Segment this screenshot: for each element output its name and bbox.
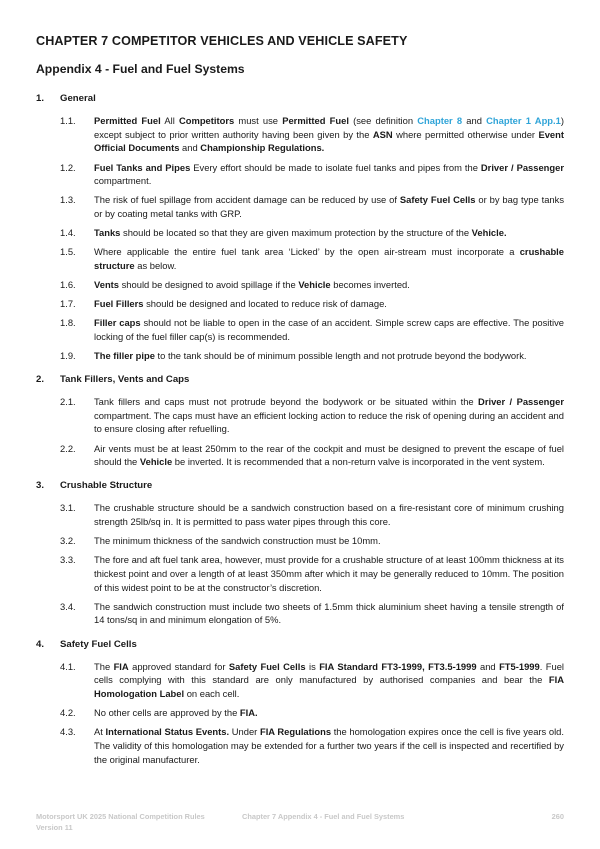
section-title: Safety Fuel Cells: [60, 638, 137, 650]
footer-publication: [36, 812, 236, 833]
section-number: 4.: [36, 638, 45, 650]
clause-number: 4.3.: [60, 726, 76, 738]
document-body: [36, 93, 564, 772]
footer-version: Version 11: [36, 822, 73, 832]
clause-text: The minimum thickness of the sandwich construction must be 10mm.: [94, 535, 381, 547]
clause: [36, 725, 564, 766]
clause-number: 2.2.: [60, 442, 76, 454]
clause: [36, 316, 564, 343]
clause-text: The risk of fuel spillage from accident damage can be reduced by use of Safety Fuel Cells or by bag type tanks or by coating metal tanks with GRP.: [94, 194, 565, 219]
clause-number: 3.3.: [60, 554, 76, 566]
clause-number: 3.1.: [60, 502, 76, 514]
clause: [36, 442, 564, 469]
clause-text: The filler pipe to the tank should be of minimum possible length and not protrude beyond the bodywork.: [94, 349, 527, 361]
clause: [36, 349, 564, 363]
appendix-title: Appendix 4 - Fuel and Fuel Systems: [36, 62, 245, 76]
clause-text: The sandwich construction must include two sheets of 1.5mm thick aluminium sheet having a tensile strength of 14 tons/sq in and minimum elongation of 5%.: [94, 600, 564, 626]
clause-number: 4.1.: [60, 660, 76, 672]
clause-number: 3.4.: [60, 600, 76, 612]
clause-text: Permitted Fuel All Competitors must use Permitted Fuel (see definition Chapter 8 and Chapter 1 App.1) except subject to prior written authority having been given by the ASN where permitted otherwise under Event Official Documents and Championship Regulations.: [94, 115, 564, 154]
clause-text: Air vents must be at least 250mm to the rear of the cockpit and must be designed to prevent the escape of fuel should the Vehicle be inverted. It is recommended that a non-return valve is incorporated in the vent system.: [94, 442, 564, 468]
section-number: 2.: [36, 374, 45, 386]
clause-number: 1.7.: [60, 298, 76, 310]
section: [36, 374, 564, 480]
clause: [36, 245, 564, 272]
section: [36, 639, 564, 767]
clause-text: Tanks should be located so that they are given maximum protection by the structure of the Vehicle.: [94, 227, 507, 239]
clause-text: Where applicable the entire fuel tank area ‘Licked’ by the open air-stream must incorporate a crushable structure as below.: [94, 246, 564, 271]
clause-text: Filler caps should not be liable to open in the case of an accident. Simple screw caps are effective. The positive locking of the fuel filler cap(s) is recommended.: [94, 317, 564, 342]
clause-number: 1.3.: [60, 194, 76, 206]
clause-number: 2.1.: [60, 396, 76, 408]
page-number: 260: [551, 812, 564, 821]
section-heading: [36, 639, 564, 651]
section-title: Crushable Structure: [60, 480, 153, 492]
footer-chapter: Chapter 7 Appendix 4 - Fuel and Fuel Systems: [242, 812, 405, 821]
clause-text: The fore and aft fuel tank area, however, must provide for a crushable structure of at least 100mm thickness at its thickest point and over a length of at least 350mm after which it may be generally reduced to 10mm. The position of this widest point to be at the constructor’s discretion.: [94, 554, 564, 593]
clause-number: 3.2.: [60, 535, 76, 547]
clause: [36, 278, 564, 292]
clause-number: 1.6.: [60, 278, 76, 290]
clause-text: At International Status Events. Under FIA Regulations the homologation expires once the cell is five years old. The validity of this homologation may be extended for a further two years if the cell is inspected and recertified by the original manufacturer.: [94, 726, 564, 765]
clause: [36, 161, 564, 188]
clause-text: Fuel Tanks and Pipes Every effort should be made to isolate fuel tanks and pipes from the Driver / Passenger compartment.: [94, 161, 564, 187]
clause: [36, 660, 564, 701]
clause-number: 4.2.: [60, 707, 76, 719]
clause-number: 1.9.: [60, 349, 76, 361]
clause: [36, 114, 564, 155]
clause-number: 1.4.: [60, 227, 76, 239]
cross-reference-link[interactable]: Chapter 1 App.1: [486, 115, 561, 126]
section: [36, 93, 564, 374]
section-heading: [36, 93, 564, 105]
clause: [36, 553, 564, 594]
section: [36, 480, 564, 638]
clause-text: The FIA approved standard for Safety Fuel Cells is FIA Standard FT3-1999, FT3.5-1999 and FT5-1999. Fuel cells complying with this standard are only manufactured by authorised companies and bear the FIA Homologation Label on each cell.: [94, 660, 564, 699]
clause: [36, 226, 564, 240]
section-number: 1.: [36, 93, 45, 104]
section-title: General: [60, 93, 96, 104]
cross-reference-link[interactable]: Chapter 8: [417, 115, 463, 126]
clause: [36, 193, 564, 220]
clause-number: 1.2.: [60, 161, 76, 173]
section-title: Tank Fillers, Vents and Caps: [60, 374, 190, 386]
clause: [36, 534, 564, 548]
clause: [36, 297, 564, 311]
clause: [36, 600, 564, 627]
clause-text: The crushable structure should be a sandwich construction based on a fire-resistant core of minimum crushing strength 25lb/sq in. It is permitted to pass water pipes through this core.: [94, 502, 564, 528]
clause-text: Fuel Fillers should be designed and located to reduce risk of damage.: [94, 298, 387, 310]
clause: [36, 501, 564, 528]
clause-number: 1.8.: [60, 317, 76, 329]
section-heading: [36, 374, 564, 386]
section-heading: [36, 480, 564, 492]
section-number: 3.: [36, 480, 45, 492]
clause-text: Tank fillers and caps must not protrude beyond the bodywork or be situated within the Driver / Passenger compartment. The caps must have an efficient locking action to reduce the risk of opening during an accident and to ensure closing after refuelling.: [94, 396, 564, 435]
clause: [36, 395, 564, 436]
clause-number: 1.1.: [60, 115, 76, 126]
chapter-title: CHAPTER 7 COMPETITOR VEHICLES AND VEHICLE SAFETY: [36, 34, 408, 48]
clause-text: No other cells are approved by the FIA.: [94, 707, 258, 719]
clause: [36, 706, 564, 720]
clause-text: Vents should be designed to avoid spillage if the Vehicle becomes inverted.: [94, 278, 410, 290]
clause-number: 1.5.: [60, 246, 76, 258]
footer-rules-title: Motorsport UK 2025 National Competition Rules: [36, 812, 205, 821]
